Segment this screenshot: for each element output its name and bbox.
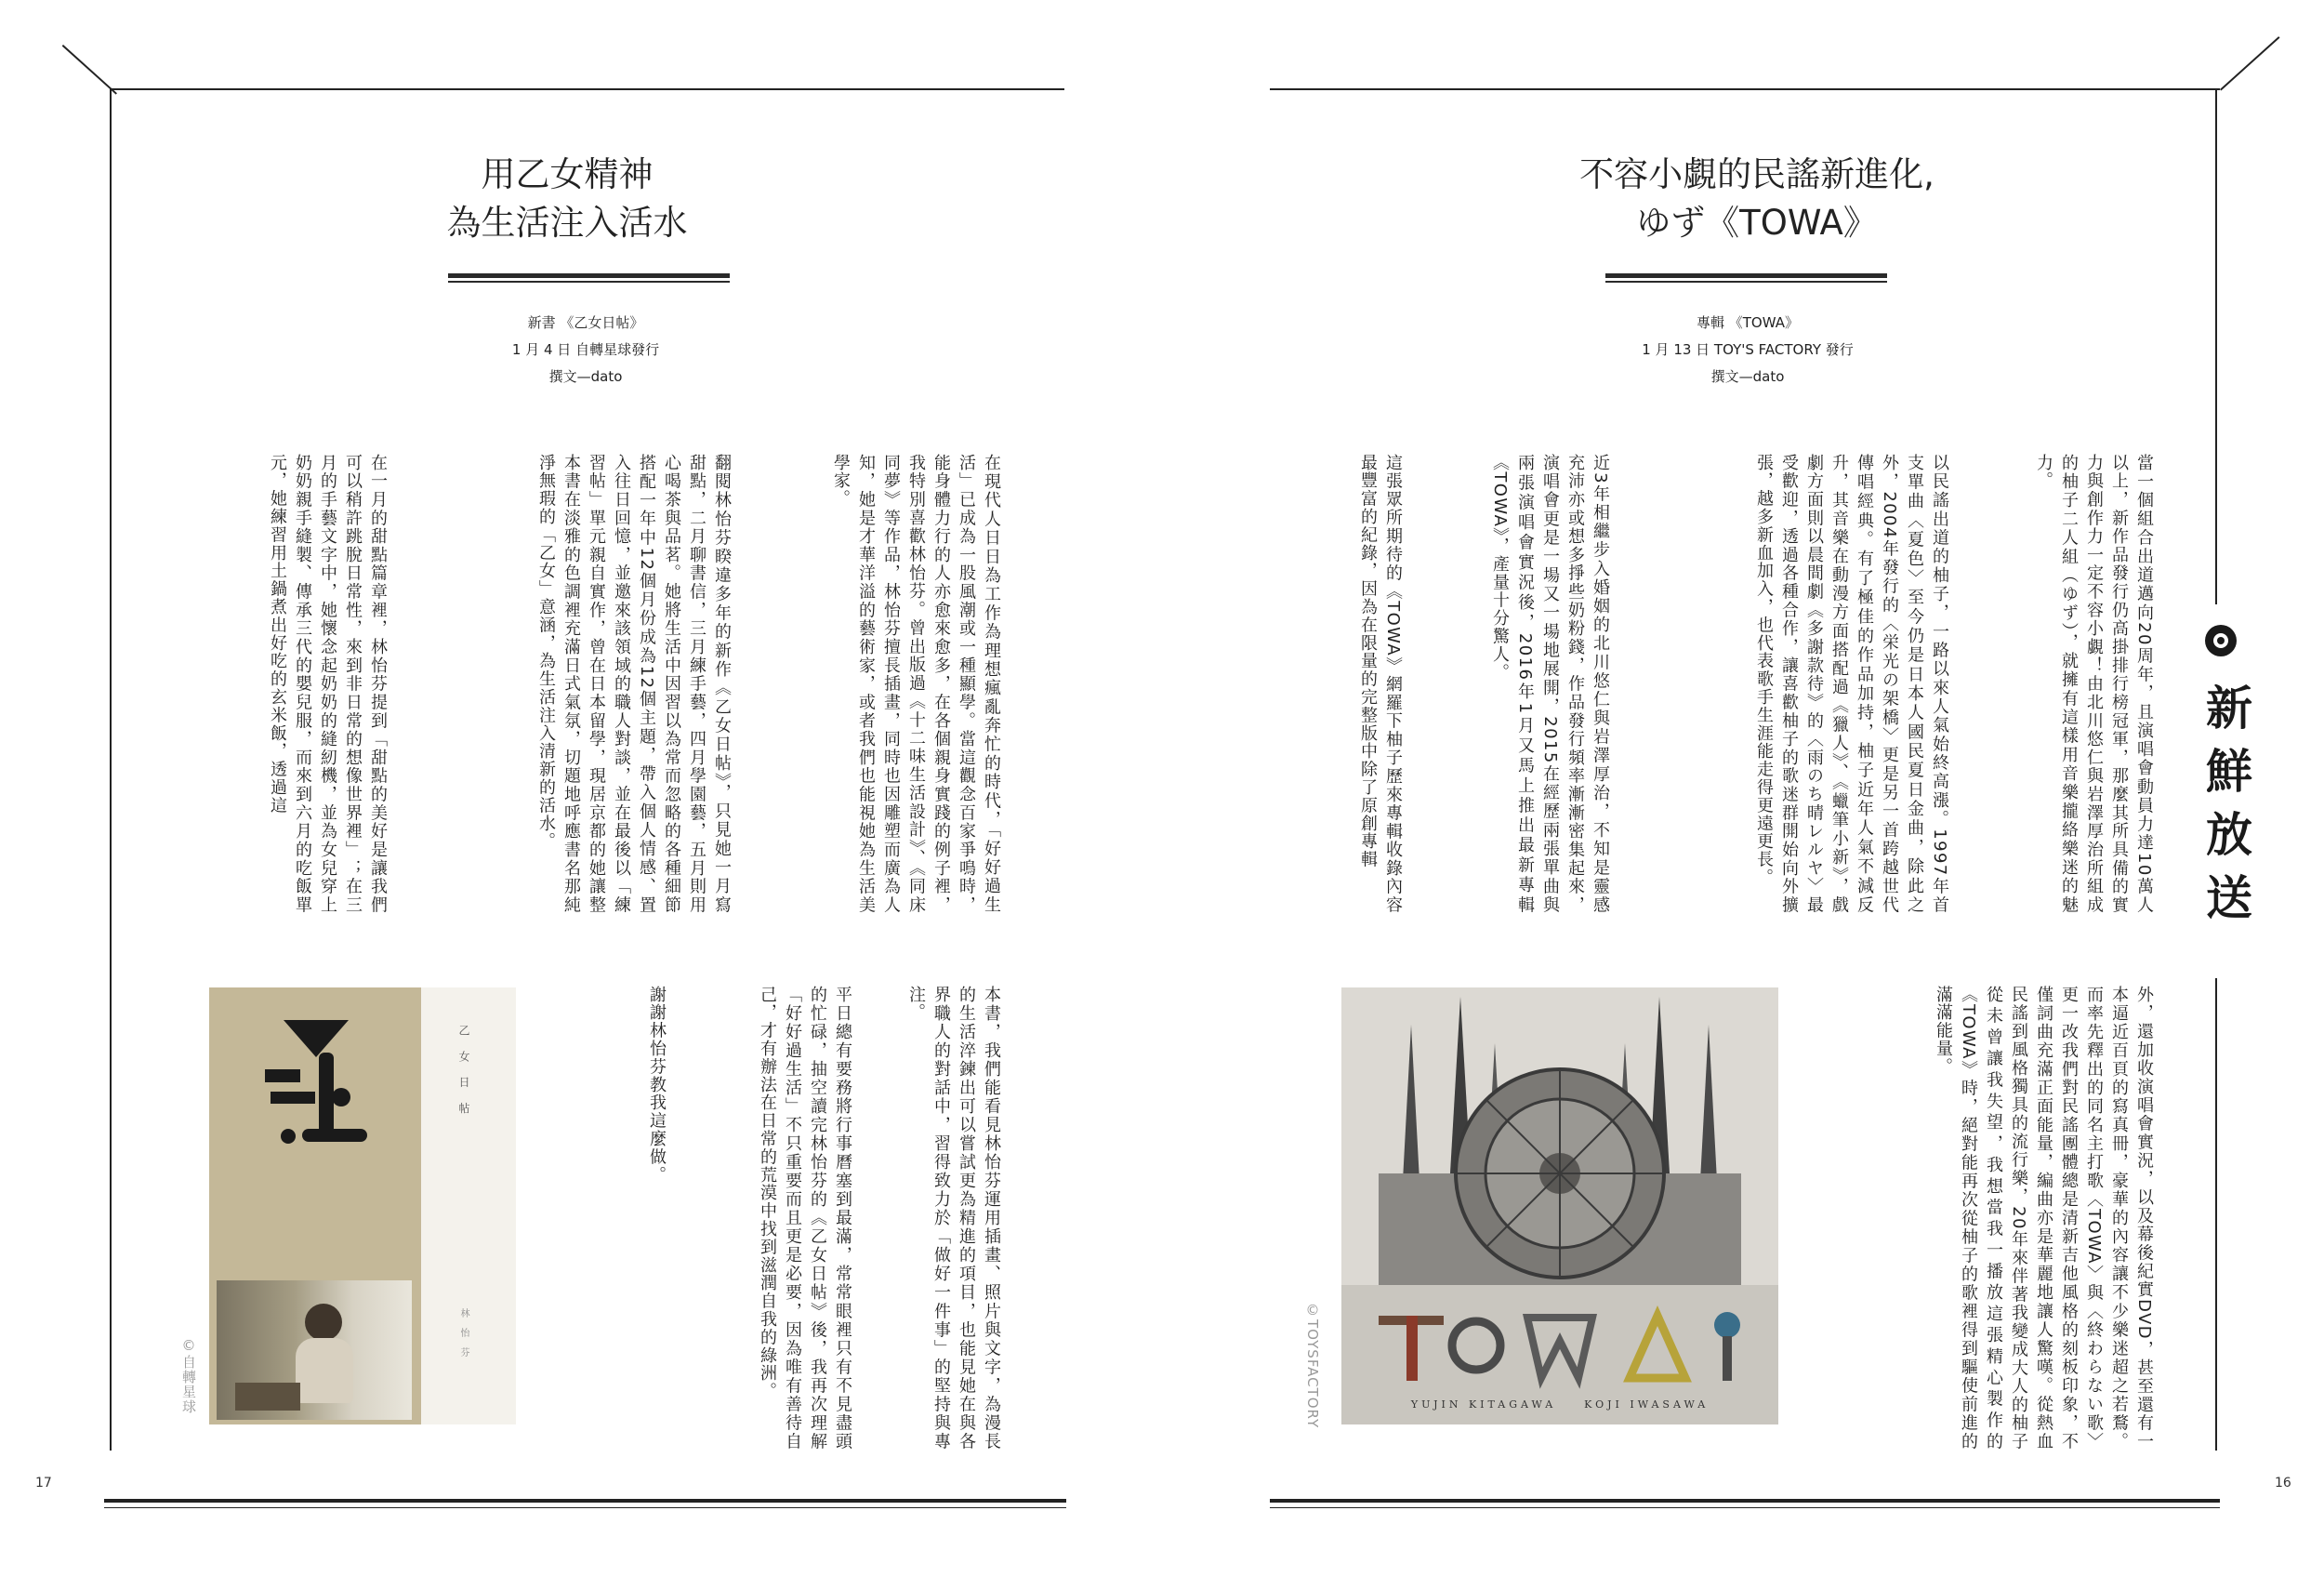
left-title-line-2: 為生活注入活水 (446, 203, 688, 243)
right-photo-credit: ©TOYSFACTORY (1304, 1302, 1321, 1429)
right-paragraph-4: 這張眾所期待的《TOWA》網羅下柚子歷來專輯收錄內容最豐富的紀錄，因為在限量的完整版中除了原創專輯 (1358, 454, 1403, 914)
right-meta-author: 撰文—dato (1710, 368, 1785, 385)
cathedral-illustration-icon (1341, 987, 1778, 1285)
left-title-underline-thin (448, 281, 730, 283)
left-paragraph-4: 本書，我們能看見林怡芬運用插畫、照片與文字，為漫長的生活淬鍊出可以嘗試更為精進的項目，也能見她在與各界職人的對話中，習得致力於「做好一件事」的堅持與專注。 (906, 986, 1001, 1451)
left-page-number: 17 (35, 1476, 52, 1491)
right-meta-release: 1 月 13 日 TOY'S FACTORY 發行 (1642, 341, 1854, 358)
left-photo-credit: ©自轉星球 (180, 1337, 197, 1414)
book-cover-author: 林 怡 芬 (458, 1308, 469, 1361)
left-meta-author: 撰文—dato (548, 368, 623, 385)
right-title-line-1: 不容小覷的民謠新進化, (1579, 154, 1934, 194)
left-paragraph-6: 謝謝林怡芬教我這麼做。 (647, 986, 667, 1185)
left-paragraph-3: 在一月的甜點篇章裡，林怡芬提到「甜點的美好是讓我們可以稍許跳脫日常性，來到非日常的想像世界裡」；在三月的手藝文字中，她懷念起奶奶的縫紉機，並為女兒穿上奶奶親手縫製、傳承三代的嬰兒服，而來到六月的吃飯單元，她練習用土鍋煮出好吃的玄米飯，透過這 (268, 454, 388, 914)
right-article-title (1506, 151, 2008, 247)
left-top-rule (112, 88, 1064, 90)
right-paragraph-5: 外，還加收演唱會實況，以及幕後紀實DVD，甚至還有一本逼近百頁的寫真冊，豪華的內容讓不少樂迷超之若鶩。而率先釋出的同名主打歌〈TOWA〉與〈終わらない歌〉更一改我們對民謠團體總是清新吉他風格的刻板印象，不僅詞曲充滿正面能量，編曲亦是華麗地讓人驚嘆。從熱血民謠到風格獨具的流行樂，20年來伴著我變成大人的柚子從未曾讓我失望，我想當我一播放這張精心製作的《TOWA》時，絕對能再次從柚子的歌裡得到驅使前進的滿滿能量。 (1934, 986, 2154, 1451)
left-bottom-rule-thin (104, 1507, 1066, 1508)
right-vertical-rule-top (2215, 88, 2217, 604)
left-meta-release: 1 月 4 日 自轉星球發行 (511, 341, 660, 358)
right-bottom-rule-thick (1270, 1499, 2220, 1503)
left-vertical-rule (110, 88, 112, 1451)
left-meta-book: 新書 《乙女日帖》 (527, 314, 644, 331)
left-paragraph-1: 在現代人日日為工作為理想瘋亂奔忙的時代，「好好過生活」已成為一股風潮或一種顯學。當這觀念百家爭鳴時，能身體力行的人亦愈來愈多，在各個親身實踐的例子裡，我特別喜歡林怡芬。曾出版過《十二味生活設計》、《同床同夢》等作品，林怡芬擅長插畫，同時也因雕塑而廣為人知，她是才華洋溢的藝術家，或者我們也能視她為生活美學家。 (831, 454, 1001, 914)
book-cover-photo (217, 1280, 412, 1420)
left-corner-diagonal (62, 45, 117, 95)
album-cover-image (1341, 987, 1778, 1424)
book-cover-title: 乙 女 日 帖 (457, 1025, 470, 1120)
left-article-meta (409, 310, 762, 391)
left-paragraph-2: 翻閱林怡芬睽違多年的新作《乙女日帖》，只見她一月寫甜點，二月聊書信，三月練手藝，四月學園藝，五月則用心喝茶與品茗。她將生活中因習以為常而忽略的各種細節搭配一年中12個月份成為12個主題，帶入個人情感、置入往日回憶，並邀來該領域的職人對談，並在最後以「練習帖」單元親自實作，曾在日本留學，現居京都的她讓整本書在淡雅的色調裡充滿日式氣氛，切題地呼應書名那純淨無瑕的「乙女」意涵，為生活注入清新的活水。 (536, 454, 732, 914)
left-paragraph-5: 平日總有要務將行事曆塞到最滿，常常眼裡只有不見盡頭的忙碌，抽空讀完林怡芬的《乙女日帖》後，我再次理解「好好過生活」不只重要而且更是必要，因為唯有善待自己，才有辦法在日常的荒漠中找到滋潤自我的綠洲。 (758, 986, 852, 1451)
right-title-underline (1605, 273, 1887, 278)
left-title-underline (448, 273, 730, 278)
left-article-title (372, 151, 762, 247)
right-paragraph-1: 當一個組合出道邁向20周年，且演唱會動員力達10萬人以上，新作品發行仍高掛排行榜冠軍，那麼其所具備的實力與創作力一定不容小覷！由北川悠仁與岩澤厚治所組成的柚子二人組（ゆず），就擁有這樣用音樂攏絡樂迷的魅力。 (2034, 454, 2154, 914)
album-artist-names: YUJIN KITAGAWA KOJI IWASAWA (1410, 1398, 1710, 1411)
right-vertical-rule-bottom (2215, 978, 2217, 1451)
right-meta-album: 專輯 《TOWA》 (1696, 314, 1799, 331)
section-logo-icon (2205, 625, 2237, 656)
section-title: 新鮮放送 (2199, 683, 2252, 936)
right-article-meta (1571, 310, 1924, 391)
left-title-line-1: 用乙女精神 (481, 154, 654, 194)
right-page-number: 16 (2275, 1476, 2291, 1491)
right-title-line-2: ゆず《TOWA》 (1636, 203, 1878, 243)
right-corner-diagonal (2220, 36, 2280, 90)
right-paragraph-3: 近3年相繼步入婚姻的北川悠仁與岩澤厚治，不知是靈感充沛亦或想多掙些奶粉錢，作品發行頻率漸漸密集起來，演唱會更是一場又一場地展開，2015在經歷兩張單曲與兩張演唱會實況後，2016年1月又馬上推出最新專輯《TOWA》，產量十分驚人。 (1490, 454, 1610, 914)
right-paragraph-2: 以民謠出道的柚子，一路以來人氣始終高漲。1997年首支單曲〈夏色〉至今仍是日本人國民夏日金曲，除此之外，2004年發行的〈栄光の架橋〉更是另一首跨越世代傳唱經典。有了極佳的作品加持，柚子近年人氣不減反升，其音樂在動漫方面搭配過《獵人》、《蠟筆小新》，戲劇方面則以晨間劇《多謝款待》的〈雨のち晴レルヤ〉最受歡迎，透過各種合作，讓喜歡柚子的歌迷群開始向外擴張，越多新血加入，也代表歌手生涯能走得更遠更長。 (1754, 454, 1949, 914)
book-cover-image (209, 987, 516, 1424)
towa-sculpture-letters-icon (1341, 1290, 1778, 1392)
right-title-underline-thin (1605, 281, 1887, 283)
left-bottom-rule-thick (104, 1499, 1066, 1503)
right-bottom-rule-thin (1270, 1507, 2220, 1508)
right-top-rule (1270, 88, 2220, 90)
